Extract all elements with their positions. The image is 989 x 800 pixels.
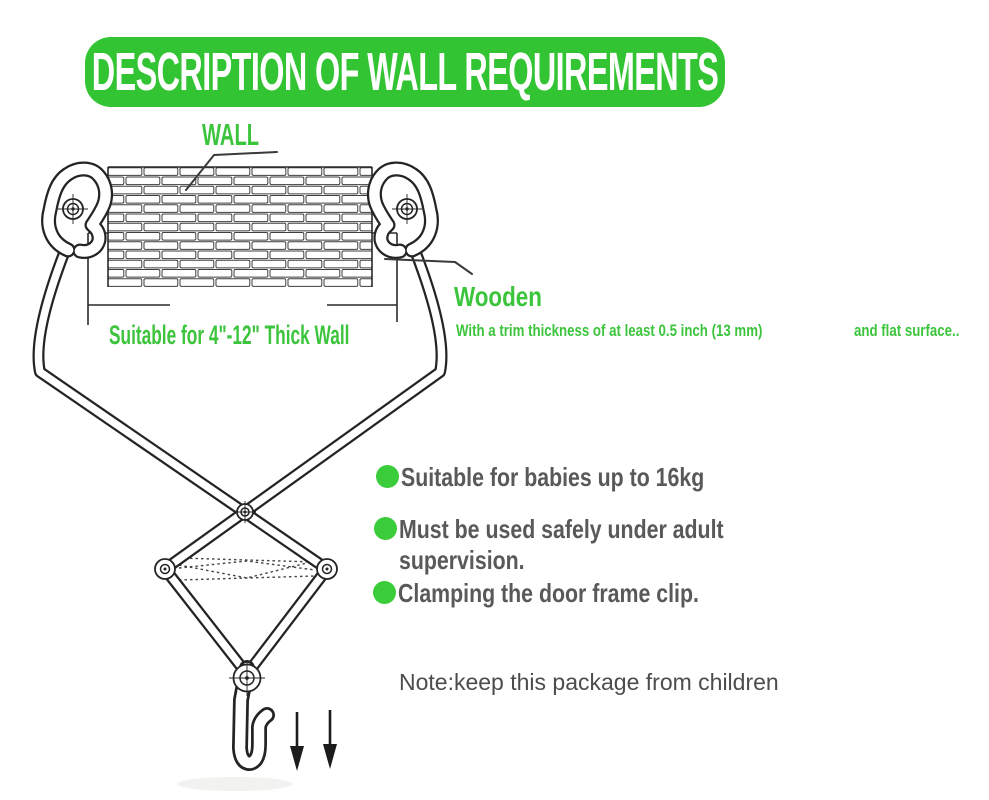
bullet-item-supervision <box>374 514 795 576</box>
left-clamp-hook <box>49 169 106 252</box>
bullet-dot-icon <box>376 465 399 488</box>
bullet-text: Must be used safely under adult supervision. <box>399 514 724 575</box>
wooden-note: With a trim thickness of at least 0.5 inch (13 mm) and flat surface.. <box>456 321 959 340</box>
brick-wall <box>108 168 372 287</box>
bullet-text: Suitable for babies up to 16kg <box>401 462 705 492</box>
down-arrow-left-icon <box>290 712 304 771</box>
bullet-item-weight <box>376 462 771 493</box>
title-banner <box>85 37 725 107</box>
hook-shadow <box>177 777 293 791</box>
bullet-item-clamping <box>373 578 765 609</box>
bullet-dot-icon <box>374 517 397 540</box>
left-pivot-bolt-icon <box>155 559 175 579</box>
spring-coil <box>179 558 315 580</box>
scissor-arm-left <box>38 248 327 569</box>
scissor-arms <box>38 248 441 674</box>
wooden-label: Wooden <box>454 281 542 312</box>
down-arrow-right-icon <box>323 710 337 769</box>
page-title: DESCRIPTION OF WALL REQUIREMENTS <box>91 42 719 102</box>
left-hook-bolt-icon <box>58 194 88 224</box>
right-pivot-bolt-icon <box>317 559 337 579</box>
wall-label: WALL <box>202 117 260 152</box>
right-hook-bolt-icon <box>392 194 422 224</box>
bullet-text: Clamping the door frame clip. <box>398 578 699 608</box>
wall-thickness-label: Suitable for 4"-12" Thick Wall <box>109 320 350 350</box>
right-clamp-hook <box>374 169 431 252</box>
safety-note: Note:keep this package from children <box>399 669 779 695</box>
bullet-dot-icon <box>373 581 396 604</box>
